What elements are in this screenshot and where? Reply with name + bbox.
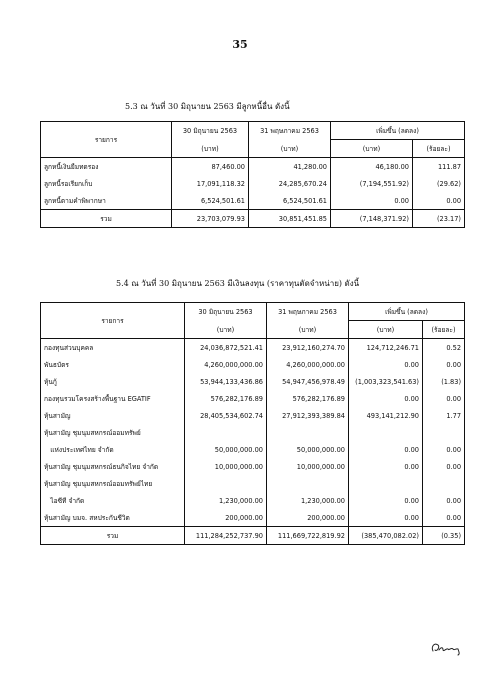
- row-value-may: 50,000,000.00: [267, 441, 349, 458]
- table-row: [41, 356, 465, 373]
- row-item: แห่งประเทศไทย จำกัด: [44, 446, 114, 454]
- investments-table: [40, 302, 465, 545]
- row-value-jun: 1,230,000.00: [185, 492, 267, 509]
- row-value-may: [267, 475, 349, 492]
- row-change: [349, 424, 423, 441]
- header-unit: (บาท): [185, 321, 267, 339]
- table-row: [41, 339, 465, 357]
- row-percent: 0.00: [423, 458, 465, 475]
- row-item: ลูกหนี้รอเรียกเก็บ: [44, 180, 93, 188]
- row-value-jun: 24,036,872,521.41: [185, 339, 267, 357]
- row-value-jun: 576,282,176.89: [185, 390, 267, 407]
- table-row: [41, 441, 465, 458]
- total-value-may: 30,851,451.85: [249, 210, 331, 228]
- row-value-may: 41,280.00: [249, 158, 331, 176]
- row-change: 124,712,246.71: [349, 339, 423, 357]
- row-value-may: 24,285,670.24: [249, 175, 331, 192]
- row-item: หุ้นสามัญ ชุมนุมสหกรณ์ออมทรัพย์ไทย: [44, 480, 153, 488]
- row-value-jun: 10,000,000.00: [185, 458, 267, 475]
- row-item: ลูกหนี้เงินยืมทดรอง: [44, 163, 99, 171]
- row-item: หุ้นสามัญ: [44, 412, 71, 420]
- header-unit: (บาท): [267, 321, 349, 339]
- row-item: ไอซีที จำกัด: [44, 497, 85, 505]
- total-row: [41, 210, 465, 228]
- header-unit: (บาท): [172, 140, 249, 158]
- row-value-may: 10,000,000.00: [267, 458, 349, 475]
- header-item: รายการ: [41, 303, 185, 339]
- row-value-jun: [185, 424, 267, 441]
- total-row: [41, 527, 465, 545]
- row-change: (1,003,323,541.63): [349, 373, 423, 390]
- row-value-may: 1,230,000.00: [267, 492, 349, 509]
- row-value-jun: 4,260,000,000.00: [185, 356, 267, 373]
- table-row: [41, 390, 465, 407]
- header-col1: 30 มิถุนายน 2563: [172, 122, 249, 140]
- row-change: 0.00: [349, 509, 423, 527]
- header-col1: 30 มิถุนายน 2563: [185, 303, 267, 321]
- row-percent: 1.77: [423, 407, 465, 424]
- section-heading-other-receivables: 5.3 ณ วันที่ 30 มิถุนายน 2563 มีลูกหนี้อื่น ดังนี้: [125, 102, 290, 111]
- table-row: [41, 424, 465, 441]
- row-change: 493,141,212.90: [349, 407, 423, 424]
- header-unit: (บาท): [331, 140, 413, 158]
- row-value-jun: 200,000.00: [185, 509, 267, 527]
- table-row: [41, 175, 465, 192]
- row-value-may: 27,912,393,389.84: [267, 407, 349, 424]
- row-item: หุ้นสามัญ บมจ. สหประกันชีวิต: [44, 514, 130, 522]
- row-change: 0.00: [349, 356, 423, 373]
- row-change: 0.00: [349, 492, 423, 509]
- row-value-jun: 53,944,133,436.86: [185, 373, 267, 390]
- total-label: รวม: [41, 527, 185, 545]
- row-value-may: 576,282,176.89: [267, 390, 349, 407]
- table-row: [41, 373, 465, 390]
- header-item: รายการ: [41, 122, 172, 158]
- row-value-may: 6,524,501.61: [249, 192, 331, 210]
- total-change: (7,148,371.92): [331, 210, 413, 228]
- table-row: [41, 407, 465, 424]
- total-label: รวม: [41, 210, 172, 228]
- total-change: (385,470,082.02): [349, 527, 423, 545]
- row-value-jun: [185, 475, 267, 492]
- row-change: 46,180.00: [331, 158, 413, 176]
- row-value-jun: 28,405,534,602.74: [185, 407, 267, 424]
- header-change: เพิ่มขึ้น (ลดลง): [331, 122, 465, 140]
- row-change: 0.00: [349, 458, 423, 475]
- row-percent: (1.83): [423, 373, 465, 390]
- header-col2: 31 พฤษภาคม 2563: [267, 303, 349, 321]
- row-item: กองทุนส่วนบุคคล: [44, 344, 94, 352]
- total-value-jun: 111,284,252,737.90: [185, 527, 267, 545]
- table-row: [41, 192, 465, 210]
- row-percent: 0.00: [413, 192, 465, 210]
- row-item: ลูกหนี้ตามคำพิพากษา: [44, 197, 106, 205]
- row-item: พันธบัตร: [44, 361, 69, 369]
- total-value-jun: 23,703,079.93: [172, 210, 249, 228]
- header-unit: (บาท): [249, 140, 331, 158]
- row-item: หุ้นกู้: [44, 378, 57, 386]
- table-row: [41, 492, 465, 509]
- row-value-may: 23,912,160,274.70: [267, 339, 349, 357]
- row-percent: [423, 424, 465, 441]
- total-percent: (23.17): [413, 210, 465, 228]
- table-row: [41, 458, 465, 475]
- table-row: [41, 509, 465, 527]
- row-value-jun: 17,091,118.32: [172, 175, 249, 192]
- row-value-jun: 87,460.00: [172, 158, 249, 176]
- row-change: (7,194,551.92): [331, 175, 413, 192]
- row-value-jun: 6,524,501.61: [172, 192, 249, 210]
- row-value-may: 4,260,000,000.00: [267, 356, 349, 373]
- row-change: 0.00: [349, 441, 423, 458]
- page-number: 35: [232, 38, 248, 51]
- table-row: [41, 475, 465, 492]
- total-percent: (0.35): [423, 527, 465, 545]
- row-change: 0.00: [349, 390, 423, 407]
- row-percent: 0.52: [423, 339, 465, 357]
- row-value-may: 200,000.00: [267, 509, 349, 527]
- header-col2: 31 พฤษภาคม 2563: [249, 122, 331, 140]
- row-percent: 0.00: [423, 509, 465, 527]
- header-percent: (ร้อยละ): [413, 140, 465, 158]
- header-change: เพิ่มขึ้น (ลดลง): [349, 303, 465, 321]
- row-item: กองทุนรวมโครงสร้างพื้นฐาน EGATIF: [44, 395, 151, 403]
- row-value-jun: 50,000,000.00: [185, 441, 267, 458]
- row-percent: 0.00: [423, 441, 465, 458]
- row-percent: [423, 475, 465, 492]
- row-item: หุ้นสามัญ ชุมนุมสหกรณ์ธนกิจไทย จำกัด: [44, 463, 159, 471]
- handwritten-signature: [430, 639, 462, 657]
- row-percent: (29.62): [413, 175, 465, 192]
- row-item: หุ้นสามัญ ชุมนุมสหกรณ์ออมทรัพย์: [44, 429, 141, 437]
- section-heading-investments: 5.4 ณ วันที่ 30 มิถุนายน 2563 มีเงินลงทุน (ราคาทุนตัดจำหน่าย) ดังนี้: [116, 279, 360, 288]
- row-value-may: [267, 424, 349, 441]
- other-receivables-table: [40, 121, 465, 228]
- row-change: [349, 475, 423, 492]
- table-row: [41, 158, 465, 176]
- header-percent: (ร้อยละ): [423, 321, 465, 339]
- row-value-may: 54,947,456,978.49: [267, 373, 349, 390]
- row-percent: 0.00: [423, 390, 465, 407]
- total-value-may: 111,669,722,819.92: [267, 527, 349, 545]
- row-percent: 111.87: [413, 158, 465, 176]
- row-percent: 0.00: [423, 356, 465, 373]
- row-percent: 0.00: [423, 492, 465, 509]
- row-change: 0.00: [331, 192, 413, 210]
- header-unit: (บาท): [349, 321, 423, 339]
